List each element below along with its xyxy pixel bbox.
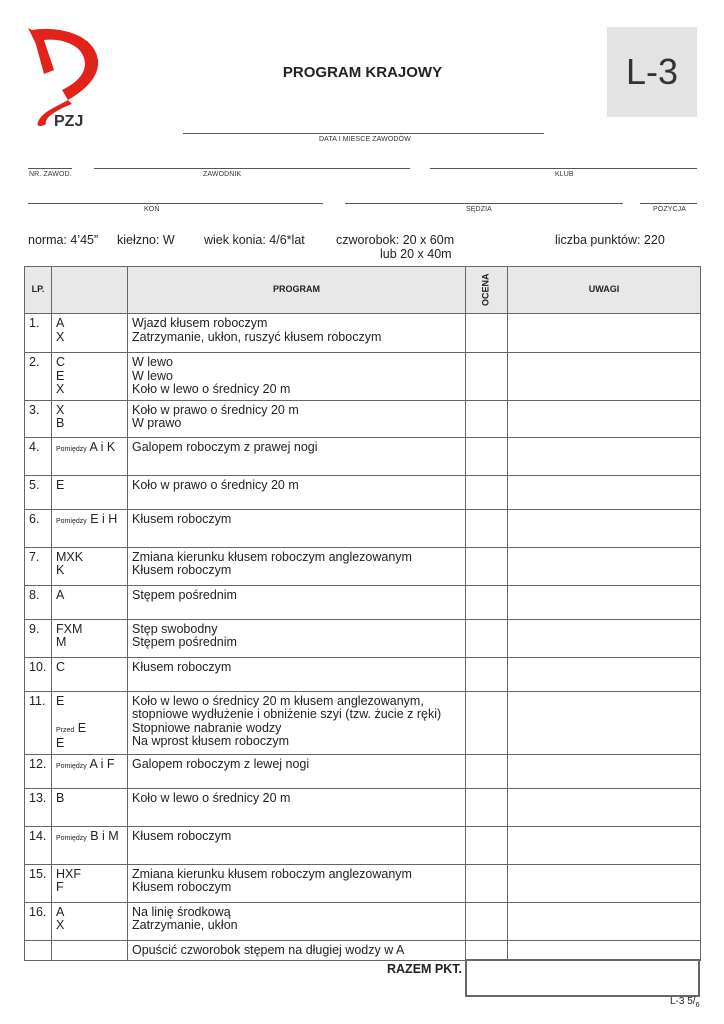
- row-uwagi-field[interactable]: [508, 509, 701, 547]
- row-uwagi-field[interactable]: [508, 940, 701, 961]
- row-uwagi-field[interactable]: [508, 437, 701, 475]
- row-number: 15.: [25, 864, 52, 902]
- table-row: [25, 475, 701, 509]
- row-ocena-field[interactable]: [466, 353, 508, 401]
- row-program: [128, 585, 466, 619]
- program-line: Galopem roboczym z lewej nogi: [132, 756, 310, 771]
- row-marks: [52, 400, 128, 437]
- logo-text: PZJ: [54, 113, 84, 130]
- arena-mark: E: [56, 477, 65, 492]
- row-number: 16.: [25, 902, 52, 940]
- program-line: Kłusem roboczym: [132, 511, 232, 526]
- arena-mark: E: [56, 736, 65, 750]
- table-row: [25, 509, 701, 547]
- program-line: Galopem roboczym z prawej nogi: [132, 439, 318, 454]
- program-line: Stopniowe nabranie wodzy: [132, 720, 282, 735]
- program-line: Zatrzymanie, ukłon: [132, 918, 238, 932]
- arena-mark: M: [56, 635, 67, 649]
- total-label: RAZEM PKT.: [387, 962, 462, 976]
- row-ocena-field[interactable]: [466, 619, 508, 657]
- table-header-row: [25, 267, 701, 314]
- table-row: [25, 788, 701, 826]
- norma: norma: 4’45”: [28, 233, 99, 247]
- pozycja-line[interactable]: [640, 203, 697, 204]
- arena-mark: Pomiędzy A i K: [56, 439, 116, 454]
- row-marks: [52, 657, 128, 691]
- col-marks: [52, 267, 128, 314]
- row-uwagi-field[interactable]: [508, 691, 701, 754]
- row-program: [128, 475, 466, 509]
- sedzia-line[interactable]: [345, 203, 623, 204]
- row-ocena-field[interactable]: [466, 437, 508, 475]
- mark-prefix: Pomiędzy: [56, 762, 87, 770]
- pozycja-label: POZYCJA: [653, 206, 686, 213]
- arena-mark: C: [56, 355, 66, 369]
- row-uwagi-field[interactable]: [508, 475, 701, 509]
- row-ocena-field[interactable]: [466, 864, 508, 902]
- row-marks: [52, 788, 128, 826]
- row-number: 8.: [25, 585, 52, 619]
- arena-mark: X: [56, 402, 65, 417]
- row-ocena-field[interactable]: [466, 754, 508, 788]
- program-line: Kłusem roboczym: [132, 828, 232, 843]
- row-uwagi-field[interactable]: [508, 585, 701, 619]
- kon-line[interactable]: [28, 203, 323, 204]
- row-number: 1.: [25, 314, 52, 353]
- row-number: [25, 940, 52, 961]
- row-marks: [52, 585, 128, 619]
- program-line: Na linię środkową: [132, 904, 231, 919]
- row-ocena-field[interactable]: [466, 657, 508, 691]
- table-row: [25, 902, 701, 940]
- program-line: W prawo: [132, 416, 182, 430]
- row-program: [128, 788, 466, 826]
- arena-mark: A: [56, 316, 65, 330]
- table-row: [25, 314, 701, 353]
- row-marks: [52, 754, 128, 788]
- program-line: Koło w lewo o średnicy 20 m: [132, 382, 291, 396]
- row-uwagi-field[interactable]: [508, 788, 701, 826]
- date-place-line[interactable]: [183, 133, 544, 134]
- table-row: [25, 691, 701, 754]
- program-line: Wjazd kłusem roboczym: [132, 316, 268, 330]
- row-program: [128, 437, 466, 475]
- row-uwagi-field[interactable]: [508, 864, 701, 902]
- row-program: [128, 826, 466, 864]
- row-ocena-field[interactable]: [466, 400, 508, 437]
- arena-mark: [56, 708, 123, 722]
- program-line: Kłusem roboczym: [132, 880, 232, 894]
- liczba-punktow: liczba punktów: 220: [555, 233, 665, 247]
- col-ocena: [466, 267, 508, 314]
- row-ocena-field[interactable]: [466, 940, 508, 961]
- mark-prefix: Pomiędzy: [56, 517, 87, 525]
- row-marks: [52, 864, 128, 902]
- row-uwagi-field[interactable]: [508, 902, 701, 940]
- row-program: [128, 691, 466, 754]
- kielzno: kiełzno: W: [117, 233, 175, 247]
- program-line: Stępem pośrednim: [132, 635, 237, 649]
- row-program: [128, 547, 466, 585]
- row-marks: [52, 547, 128, 585]
- row-ocena-field[interactable]: [466, 826, 508, 864]
- program-line: Koło w lewo o średnicy 20 m: [132, 790, 291, 805]
- arena-mark: HXF: [56, 866, 81, 881]
- date-place-label: DATA I MIESCE ZAWODÓW: [319, 136, 411, 143]
- sedzia-label: SĘDZIA: [466, 206, 492, 213]
- pzj-logo: [24, 26, 104, 130]
- zawodnik-line[interactable]: [94, 168, 410, 169]
- row-marks: [52, 940, 128, 961]
- arena-mark: A: [56, 587, 65, 602]
- row-number: 7.: [25, 547, 52, 585]
- czworobok-alt: lub 20 x 40m: [380, 247, 452, 261]
- program-line: W lewo: [132, 355, 173, 369]
- ocena-label: OCENA: [480, 273, 491, 307]
- row-uwagi-field[interactable]: [508, 826, 701, 864]
- row-program: [128, 353, 466, 401]
- row-uwagi-field[interactable]: [508, 754, 701, 788]
- row-marks: [52, 437, 128, 475]
- program-line: Kłusem roboczym: [132, 563, 232, 577]
- arena-mark: C: [56, 659, 66, 674]
- program-line: Kłusem roboczym: [132, 659, 232, 674]
- row-ocena-field[interactable]: [466, 585, 508, 619]
- row-uwagi-field[interactable]: [508, 353, 701, 401]
- wiek-konia: wiek konia: 4/6*lat: [204, 233, 305, 247]
- program-line: Na wprost kłusem roboczym: [132, 734, 289, 748]
- row-number: 2.: [25, 353, 52, 401]
- arena-mark: F: [56, 880, 64, 894]
- row-marks: [52, 691, 128, 754]
- program-line: Koło w prawo o średnicy 20 m: [132, 402, 299, 417]
- row-marks: [52, 902, 128, 940]
- program-line: Zmiana kierunku kłusem roboczym anglezowanym: [132, 549, 412, 564]
- row-uwagi-field[interactable]: [508, 400, 701, 437]
- program-line: stopniowe wydłużenie i obniżenie szyi (tzw. żucie z ręki): [132, 707, 442, 721]
- program-line: Opuścić czworobok stępem na długiej wodzy w A: [132, 942, 405, 957]
- row-program: [128, 754, 466, 788]
- row-program: [128, 314, 466, 353]
- row-marks: [52, 509, 128, 547]
- arena-mark: Przed E: [56, 720, 87, 735]
- program-line: W lewo: [132, 368, 173, 383]
- row-uwagi-field[interactable]: [508, 547, 701, 585]
- klub-label: KLUB: [555, 171, 574, 178]
- program-line: Zatrzymanie, ukłon, ruszyć kłusem roboczym: [132, 329, 382, 344]
- row-ocena-field[interactable]: [466, 788, 508, 826]
- table-row: [25, 547, 701, 585]
- program-line: Zmiana kierunku kłusem roboczym anglezowanym: [132, 866, 412, 881]
- row-program: [128, 902, 466, 940]
- mark-prefix: Pomiędzy: [56, 445, 87, 453]
- arena-mark: B: [56, 416, 65, 430]
- table-row: [25, 826, 701, 864]
- arena-mark: X: [56, 918, 65, 932]
- row-program: [128, 657, 466, 691]
- table-row: [25, 864, 701, 902]
- arena-mark: B: [56, 790, 65, 805]
- nr-zawod-line[interactable]: [28, 168, 72, 169]
- row-number: 11.: [25, 691, 52, 754]
- program-code: L-3: [607, 27, 697, 117]
- row-number: 13.: [25, 788, 52, 826]
- row-program: [128, 619, 466, 657]
- klub-line[interactable]: [430, 168, 697, 169]
- arena-mark: A: [56, 904, 65, 919]
- table-row: [25, 657, 701, 691]
- row-number: 3.: [25, 400, 52, 437]
- row-ocena-field[interactable]: [466, 547, 508, 585]
- page-title: PROGRAM KRAJOWY: [282, 64, 443, 81]
- arena-mark: E: [56, 368, 65, 383]
- table-row: [25, 754, 701, 788]
- row-marks: [52, 619, 128, 657]
- row-number: 10.: [25, 657, 52, 691]
- arena-mark: E: [56, 693, 65, 708]
- row-marks: [52, 353, 128, 401]
- table-row: [25, 940, 701, 961]
- arena-mark: Pomiędzy B i M: [56, 828, 119, 843]
- row-number: 6.: [25, 509, 52, 547]
- row-number: 14.: [25, 826, 52, 864]
- mark-prefix: Pomiędzy: [56, 834, 87, 842]
- row-ocena-field[interactable]: [466, 475, 508, 509]
- row-uwagi-field[interactable]: [508, 314, 701, 353]
- program-table: [24, 266, 701, 961]
- total-score-field[interactable]: [465, 959, 700, 997]
- program-line: Koło w lewo o średnicy 20 m kłusem anglezowanym,: [132, 693, 424, 708]
- row-number: 4.: [25, 437, 52, 475]
- row-ocena-field[interactable]: [466, 509, 508, 547]
- row-uwagi-field[interactable]: [508, 619, 701, 657]
- page-number: L-3 $5/_6$: [670, 996, 700, 1009]
- nr-zawod-label: NR. ZAWOD.: [29, 171, 72, 178]
- row-marks: [52, 475, 128, 509]
- table-row: [25, 353, 701, 401]
- arena-mark: K: [56, 563, 65, 577]
- row-program: [128, 509, 466, 547]
- arena-mark: Pomiędzy E i H: [56, 511, 118, 526]
- arena-mark: MXK: [56, 549, 84, 564]
- row-marks: [52, 826, 128, 864]
- table-row: [25, 437, 701, 475]
- row-program: [128, 400, 466, 437]
- arena-mark: X: [56, 382, 65, 396]
- czworobok: czworobok: 20 x 60m: [336, 233, 455, 247]
- row-program: [128, 864, 466, 902]
- row-number: 5.: [25, 475, 52, 509]
- row-marks: [52, 314, 128, 353]
- row-ocena-field[interactable]: [466, 902, 508, 940]
- row-ocena-field[interactable]: [466, 314, 508, 353]
- table-row: [25, 400, 701, 437]
- program-line: Stęp swobodny: [132, 621, 218, 636]
- program-line: Stępem pośrednim: [132, 587, 237, 602]
- col-uwagi: UWAGI: [508, 267, 701, 314]
- row-program: [128, 940, 466, 961]
- row-ocena-field[interactable]: [466, 691, 508, 754]
- row-number: 12.: [25, 754, 52, 788]
- table-row: [25, 585, 701, 619]
- program-line: Koło w prawo o średnicy 20 m: [132, 477, 299, 492]
- mark-prefix: Przed: [56, 726, 75, 734]
- kon-label: KOŃ: [144, 206, 160, 213]
- arena-mark: Pomiędzy A i F: [56, 756, 115, 771]
- arena-mark: X: [56, 329, 65, 344]
- col-program: PROGRAM: [128, 267, 466, 314]
- row-uwagi-field[interactable]: [508, 657, 701, 691]
- table-row: [25, 619, 701, 657]
- zawodnik-label: ZAWODNIK: [203, 171, 242, 178]
- arena-mark: FXM: [56, 621, 83, 636]
- col-lp: LP.: [25, 267, 52, 314]
- row-number: 9.: [25, 619, 52, 657]
